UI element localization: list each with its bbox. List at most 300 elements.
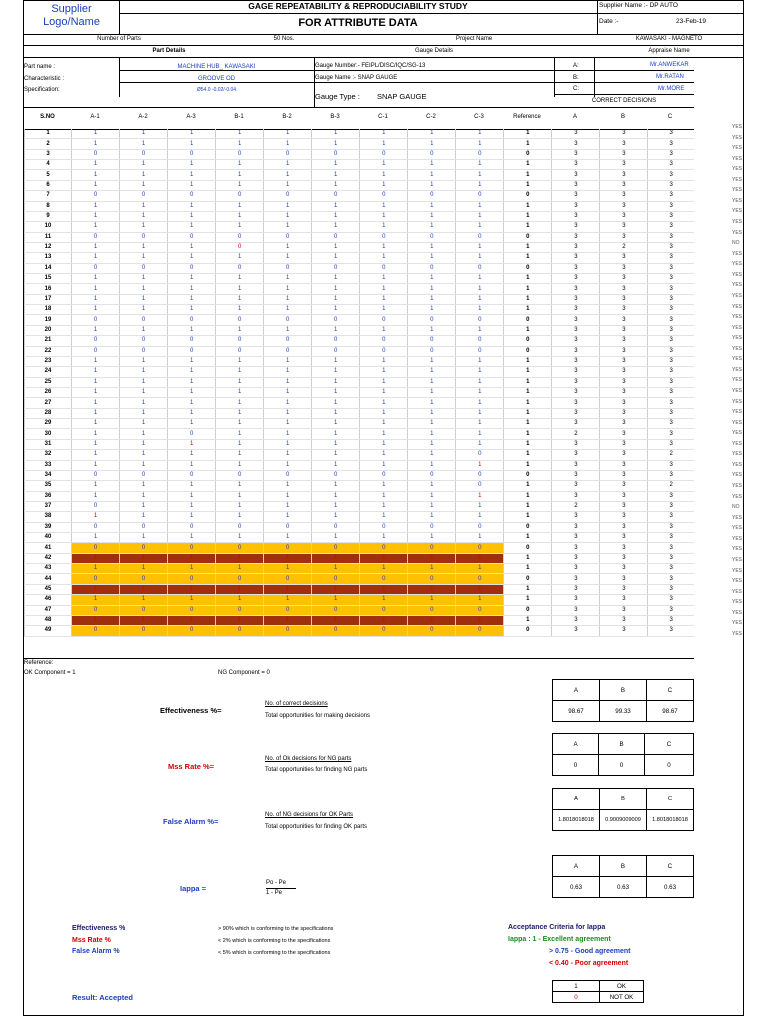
row-number: 41 (25, 543, 72, 553)
correct-decision-cell: 3 (600, 305, 648, 315)
appraisal-cell: 1 (360, 211, 408, 221)
appraisal-cell: 1 (72, 408, 120, 418)
row-number: 6 (25, 180, 72, 190)
appraisal-cell: 1 (312, 367, 360, 377)
correct-decision-cell: 3 (552, 336, 600, 346)
appraisal-cell: 1 (312, 201, 360, 211)
correct-decision-cell: 3 (648, 242, 694, 252)
table-row (25, 408, 695, 418)
correct-decision-cell: 3 (552, 315, 600, 325)
reference-cell: 1 (504, 533, 552, 543)
kappa-value-c: 0.63 (647, 877, 694, 898)
appraisal-cell: 1 (72, 584, 120, 594)
appraisal-cell: 1 (72, 533, 120, 543)
appraisal-cell: 1 (456, 180, 504, 190)
appraisal-cell: 1 (168, 481, 216, 491)
appraisal-cell: 0 (120, 263, 168, 273)
correct-decision-cell: 3 (552, 574, 600, 584)
appraisal-cell: 1 (264, 294, 312, 304)
reference-cell: 1 (504, 419, 552, 429)
appraisal-cell: 0 (216, 522, 264, 532)
appraisal-cell: 1 (216, 501, 264, 511)
appraisal-cell: 1 (120, 180, 168, 190)
column-header: S.NO (40, 114, 55, 120)
correct-decision-cell: 3 (648, 315, 694, 325)
appraisal-cell: 0 (72, 522, 120, 532)
correct-decision-cell: 3 (648, 512, 694, 522)
correct-decision-cell: 3 (552, 377, 600, 387)
appraisal-cell: 1 (360, 501, 408, 511)
appraisal-cell: 1 (168, 564, 216, 574)
appraisal-cell: 1 (264, 242, 312, 252)
appraisal-cell: 1 (408, 398, 456, 408)
appraisal-cell: 1 (168, 512, 216, 522)
ok-component: OK Component = 1 (24, 670, 76, 676)
table-row (25, 139, 695, 149)
appraisal-cell: 1 (72, 439, 120, 449)
appraisal-cell: 1 (168, 170, 216, 180)
reference-cell: 1 (504, 274, 552, 284)
appraisal-cell: 0 (456, 191, 504, 201)
appraisal-cell: 1 (216, 201, 264, 211)
correct-decision-cell: 3 (600, 377, 648, 387)
kappa-head-a: A (553, 856, 600, 877)
appraisal-cell: 1 (312, 615, 360, 625)
appraisal-cell: 1 (456, 356, 504, 366)
miss-rate-head-b: B (599, 734, 645, 755)
appraisal-cell: 1 (408, 450, 456, 460)
appraisal-cell: 1 (408, 201, 456, 211)
appraisal-cell: 1 (216, 367, 264, 377)
appraisal-cell: 1 (456, 429, 504, 439)
correct-decision-cell: 3 (648, 201, 694, 211)
appraisal-cell: 1 (360, 595, 408, 605)
table-row (25, 160, 695, 170)
agreement-flag: YES (732, 440, 743, 447)
agreement-flag: YES (732, 409, 743, 416)
agreement-flag: YES (732, 599, 743, 606)
appraisal-cell: 1 (264, 325, 312, 335)
appraisal-cell: 1 (168, 222, 216, 232)
appraisal-cell: 1 (72, 274, 120, 284)
table-row (25, 419, 695, 429)
miss-rate-head-a: A (553, 734, 599, 755)
row-number: 31 (25, 439, 72, 449)
appraisal-cell: 1 (168, 325, 216, 335)
table-row (25, 211, 695, 221)
appraisal-cell: 1 (168, 419, 216, 429)
appraisal-cell: 1 (120, 450, 168, 460)
appraisal-cell: 0 (408, 470, 456, 480)
table-row (25, 191, 695, 201)
effectiveness-value-c: 98.67 (647, 701, 694, 722)
row-number: 10 (25, 222, 72, 232)
correct-decision-cell: 3 (648, 160, 694, 170)
table-row (25, 305, 695, 315)
appraisal-cell: 1 (360, 615, 408, 625)
correct-decision-cell: 3 (600, 294, 648, 304)
agreement-flag: YES (732, 514, 743, 521)
appraisal-cell: 0 (120, 470, 168, 480)
correct-decision-cell: 3 (648, 377, 694, 387)
false-alarm-result-table (552, 788, 694, 831)
reference-cell: 0 (504, 232, 552, 242)
appraisal-cell: 1 (312, 439, 360, 449)
correct-decision-cell: 3 (552, 274, 600, 284)
row-number: 1 (25, 129, 72, 139)
appraisal-cell: 1 (216, 460, 264, 470)
appraisal-cell: 0 (264, 346, 312, 356)
kappa-head-c: C (647, 856, 694, 877)
false-alarm-value-a: 1.8018018018 (553, 810, 600, 831)
reference-cell: 1 (504, 615, 552, 625)
appraisal-cell: 0 (72, 191, 120, 201)
appraisal-cell: 1 (360, 201, 408, 211)
correct-decision-cell: 3 (648, 419, 694, 429)
appraisal-cell: 1 (120, 533, 168, 543)
appraisal-cell: 1 (216, 595, 264, 605)
appraisal-cell: 1 (312, 274, 360, 284)
reference-cell: 1 (504, 222, 552, 232)
table-row (25, 263, 695, 273)
appraisal-cell: 1 (360, 377, 408, 387)
agreement-flag: YES (732, 187, 743, 194)
reference-cell: 1 (504, 584, 552, 594)
appraisal-cell: 1 (120, 387, 168, 397)
appraisal-cell: 1 (312, 242, 360, 252)
appraisal-cell: 0 (456, 346, 504, 356)
appraisal-cell: 0 (264, 470, 312, 480)
appraisal-cell: 1 (120, 439, 168, 449)
agreement-flag: YES (732, 419, 743, 426)
correct-decision-cell: 2 (648, 481, 694, 491)
correct-decision-cell: 3 (600, 356, 648, 366)
correct-decision-cell: 3 (648, 595, 694, 605)
criteria-effectiveness-text: > 90% which is conforming to the specifications (218, 926, 334, 932)
correct-decision-cell: 3 (600, 439, 648, 449)
appraisal-cell: 0 (456, 263, 504, 273)
appraisal-cell: 1 (216, 160, 264, 170)
column-header: C-3 (474, 114, 484, 120)
appraisal-cell: 1 (216, 284, 264, 294)
appraisal-cell: 1 (360, 170, 408, 180)
result-text: Result: Accepted (72, 993, 133, 1002)
kappa-denominator: 1 - Pe (266, 890, 283, 896)
correct-decision-cell: 3 (648, 387, 694, 397)
appraisal-cell: 1 (216, 129, 264, 139)
kappa-label: Iappa = (180, 884, 207, 893)
appraisal-cell: 1 (264, 419, 312, 429)
appraiser-c-name: Mr.MORE (658, 86, 685, 92)
row-number: 27 (25, 398, 72, 408)
row-number: 13 (25, 253, 72, 263)
correct-decision-cell: 3 (600, 408, 648, 418)
appraisal-cell: 1 (120, 129, 168, 139)
appraisal-cell: 1 (360, 222, 408, 232)
appraisal-cell: 1 (120, 253, 168, 263)
agreement-flag: YES (732, 483, 743, 490)
appraisal-cell: 0 (120, 605, 168, 615)
reference-cell: 1 (504, 429, 552, 439)
agreement-flag: YES (732, 430, 743, 437)
table-row (25, 460, 695, 470)
appraisal-cell: 1 (408, 553, 456, 563)
correct-decision-cell: 3 (552, 139, 600, 149)
appraisal-cell: 0 (216, 470, 264, 480)
appraisal-cell: 0 (360, 605, 408, 615)
appraisal-cell: 1 (120, 429, 168, 439)
appraisal-cell: 0 (456, 626, 504, 636)
correct-decision-cell: 3 (552, 346, 600, 356)
correct-decision-cell: 3 (552, 481, 600, 491)
appraisal-cell: 1 (360, 429, 408, 439)
false-alarm-numerator: No. of NG decisions for OK Parts (265, 812, 354, 818)
appraisal-cell: 1 (216, 387, 264, 397)
row-number: 4 (25, 160, 72, 170)
appraisal-cell: 1 (216, 481, 264, 491)
table-row (25, 574, 695, 584)
appraisal-cell: 0 (72, 232, 120, 242)
appraisal-cell: 0 (360, 315, 408, 325)
appraisal-cell: 1 (456, 139, 504, 149)
row-number: 33 (25, 460, 72, 470)
appraisal-cell: 1 (408, 294, 456, 304)
appraisal-cell: 1 (312, 211, 360, 221)
row-number: 26 (25, 387, 72, 397)
reference-cell: 0 (504, 470, 552, 480)
appraisal-cell: 1 (168, 491, 216, 501)
effectiveness-label: Effectiveness %= (160, 706, 222, 715)
appraisal-cell: 1 (216, 615, 264, 625)
correct-decision-cell: 3 (600, 543, 648, 553)
column-header: C-2 (426, 114, 436, 120)
row-number: 23 (25, 356, 72, 366)
table-row (25, 294, 695, 304)
appraisal-cell: 0 (456, 522, 504, 532)
appraisal-cell: 1 (120, 211, 168, 221)
appraisal-cell: 0 (168, 574, 216, 584)
agreement-flag: YES (732, 145, 743, 152)
date-value: 23-Feb-19 (676, 18, 706, 25)
correct-decision-cell: 3 (648, 305, 694, 315)
appraisal-cell: 0 (168, 149, 216, 159)
correct-decision-cell: 3 (552, 211, 600, 221)
appraisal-cell: 1 (216, 491, 264, 501)
appraisal-cell: 1 (312, 533, 360, 543)
appraisal-cell: 1 (264, 512, 312, 522)
agreement-flag: YES (732, 366, 743, 373)
appraisal-cell: 0 (312, 346, 360, 356)
row-number: 19 (25, 315, 72, 325)
appraisal-cell: 1 (360, 356, 408, 366)
appraisal-cell: 1 (360, 584, 408, 594)
kappa-value-a: 0.63 (553, 877, 600, 898)
appraisal-cell: 1 (72, 429, 120, 439)
part-details-label: Part Details (152, 48, 186, 54)
correct-decision-cell: 3 (600, 201, 648, 211)
appraisal-cell: 0 (312, 543, 360, 553)
appraisal-cell: 1 (120, 294, 168, 304)
correct-decision-cell: 3 (648, 491, 694, 501)
appraisal-cell: 1 (264, 481, 312, 491)
row-number: 38 (25, 512, 72, 522)
table-row (25, 149, 695, 159)
column-header: Reference (513, 114, 541, 120)
appraisal-cell: 1 (72, 294, 120, 304)
reference-cell: 1 (504, 356, 552, 366)
appraisal-cell: 1 (72, 398, 120, 408)
correct-decision-cell: 3 (552, 398, 600, 408)
appraisal-cell: 0 (72, 501, 120, 511)
appraisal-cell: 0 (168, 315, 216, 325)
appraisal-cell: 0 (312, 574, 360, 584)
appraisal-cell: 1 (120, 170, 168, 180)
appraisal-cell: 1 (72, 160, 120, 170)
correct-decision-cell: 3 (648, 522, 694, 532)
correct-decision-cell: 3 (600, 481, 648, 491)
correct-decision-cell: 2 (552, 429, 600, 439)
number-of-parts-value: 50 Nos. (273, 36, 295, 42)
correct-decision-cell: 3 (600, 522, 648, 532)
correct-decision-cell: 3 (600, 149, 648, 159)
appraiser-a-name: Mr.ANWEKAR (650, 62, 689, 68)
reference-cell: 1 (504, 253, 552, 263)
appraisal-cell: 0 (408, 605, 456, 615)
appraisal-cell: 1 (456, 615, 504, 625)
column-header: A-2 (138, 114, 148, 120)
characteristic-label: Characteristic : (24, 76, 65, 82)
reference-cell: 1 (504, 242, 552, 252)
project-name-label: Project Name (455, 36, 493, 42)
appraisal-cell: 1 (72, 460, 120, 470)
appraisal-cell: 1 (456, 419, 504, 429)
row-number: 22 (25, 346, 72, 356)
row-number: 20 (25, 325, 72, 335)
appraiser-c-label: C: (573, 86, 579, 92)
table-row (25, 553, 695, 563)
appraisal-cell: 0 (360, 263, 408, 273)
criteria-miss-rate-text: < 2% which is conforming to the specifications (218, 938, 331, 944)
correct-decision-cell: 3 (552, 543, 600, 553)
appraisal-cell: 1 (264, 584, 312, 594)
appraisal-cell: 0 (456, 605, 504, 615)
row-number: 39 (25, 522, 72, 532)
appraisal-cell: 1 (408, 387, 456, 397)
correct-decision-cell: 3 (648, 294, 694, 304)
appraisal-cell: 0 (360, 191, 408, 201)
report-subtitle: FOR ATTRIBUTE DATA (298, 17, 418, 29)
logo-line-2: Logo/Name (43, 16, 100, 28)
appraisal-cell: 1 (264, 284, 312, 294)
agreement-flag: YES (732, 525, 743, 532)
appraisal-cell: 1 (72, 253, 120, 263)
row-number: 11 (25, 232, 72, 242)
table-row (25, 543, 695, 553)
appraisal-cell: 1 (168, 242, 216, 252)
reference-cell: 1 (504, 201, 552, 211)
appraisal-cell: 1 (456, 222, 504, 232)
appraisal-cell: 0 (72, 543, 120, 553)
correct-decision-cell: 3 (552, 439, 600, 449)
table-row (25, 522, 695, 532)
false-alarm-head-a: A (553, 789, 600, 810)
table-row (25, 584, 695, 594)
appraisal-cell: 1 (456, 367, 504, 377)
appraisal-cell: 1 (120, 553, 168, 563)
correct-decision-cell: 3 (552, 222, 600, 232)
correct-decision-cell: 3 (600, 346, 648, 356)
appraisal-cell: 1 (312, 387, 360, 397)
legend-notok-value: 0 (553, 992, 600, 1003)
reference-cell: 1 (504, 180, 552, 190)
appraisal-cell: 1 (456, 501, 504, 511)
correct-decision-cell: 3 (648, 408, 694, 418)
appraisal-cell: 1 (120, 284, 168, 294)
reference-cell: 1 (504, 408, 552, 418)
appraisal-cell: 1 (168, 377, 216, 387)
appraisal-cell: 1 (408, 429, 456, 439)
correct-decision-cell: 3 (600, 284, 648, 294)
correct-decision-cell: 3 (600, 584, 648, 594)
appraisal-cell: 1 (312, 512, 360, 522)
agreement-flag: YES (732, 250, 743, 257)
appraisal-cell: 0 (72, 605, 120, 615)
appraisal-cell: 1 (264, 408, 312, 418)
appraisal-cell: 1 (72, 367, 120, 377)
appraisal-cell: 1 (168, 294, 216, 304)
correct-decision-cell: 3 (648, 284, 694, 294)
correct-decision-cell: 3 (600, 419, 648, 429)
appraisal-cell: 0 (408, 232, 456, 242)
reference-cell: 1 (504, 398, 552, 408)
row-number: 40 (25, 533, 72, 543)
correct-decision-cell: 3 (648, 211, 694, 221)
appraisal-cell: 1 (456, 491, 504, 501)
appraisal-cell: 1 (264, 222, 312, 232)
row-number: 47 (25, 605, 72, 615)
miss-rate-head-c: C (645, 734, 694, 755)
appraisal-cell: 1 (264, 460, 312, 470)
appraisal-cell: 1 (408, 129, 456, 139)
table-row (25, 284, 695, 294)
appraisal-cell: 1 (360, 305, 408, 315)
effectiveness-result-table (552, 679, 694, 722)
column-header: A-3 (186, 114, 196, 120)
appraisal-cell: 0 (360, 336, 408, 346)
appraisal-cell: 1 (408, 367, 456, 377)
appraisal-cell: 1 (408, 325, 456, 335)
appraisal-cell: 1 (408, 242, 456, 252)
appraisal-cell: 1 (408, 481, 456, 491)
row-number: 2 (25, 139, 72, 149)
appraisal-cell: 1 (216, 419, 264, 429)
table-header-row (24, 114, 694, 124)
reference-cell: 1 (504, 160, 552, 170)
correct-decision-cell: 3 (648, 149, 694, 159)
table-row (25, 512, 695, 522)
table-row (25, 595, 695, 605)
appraisal-cell: 1 (312, 429, 360, 439)
appraisal-cell: 1 (360, 367, 408, 377)
appraisal-cell: 0 (168, 346, 216, 356)
table-row (25, 387, 695, 397)
correct-decision-cell: 3 (552, 242, 600, 252)
appraisal-cell: 1 (312, 253, 360, 263)
table-row (25, 429, 695, 439)
appraisal-cell: 1 (456, 294, 504, 304)
correct-decision-cell: 3 (552, 470, 600, 480)
appraisal-cell: 1 (72, 284, 120, 294)
